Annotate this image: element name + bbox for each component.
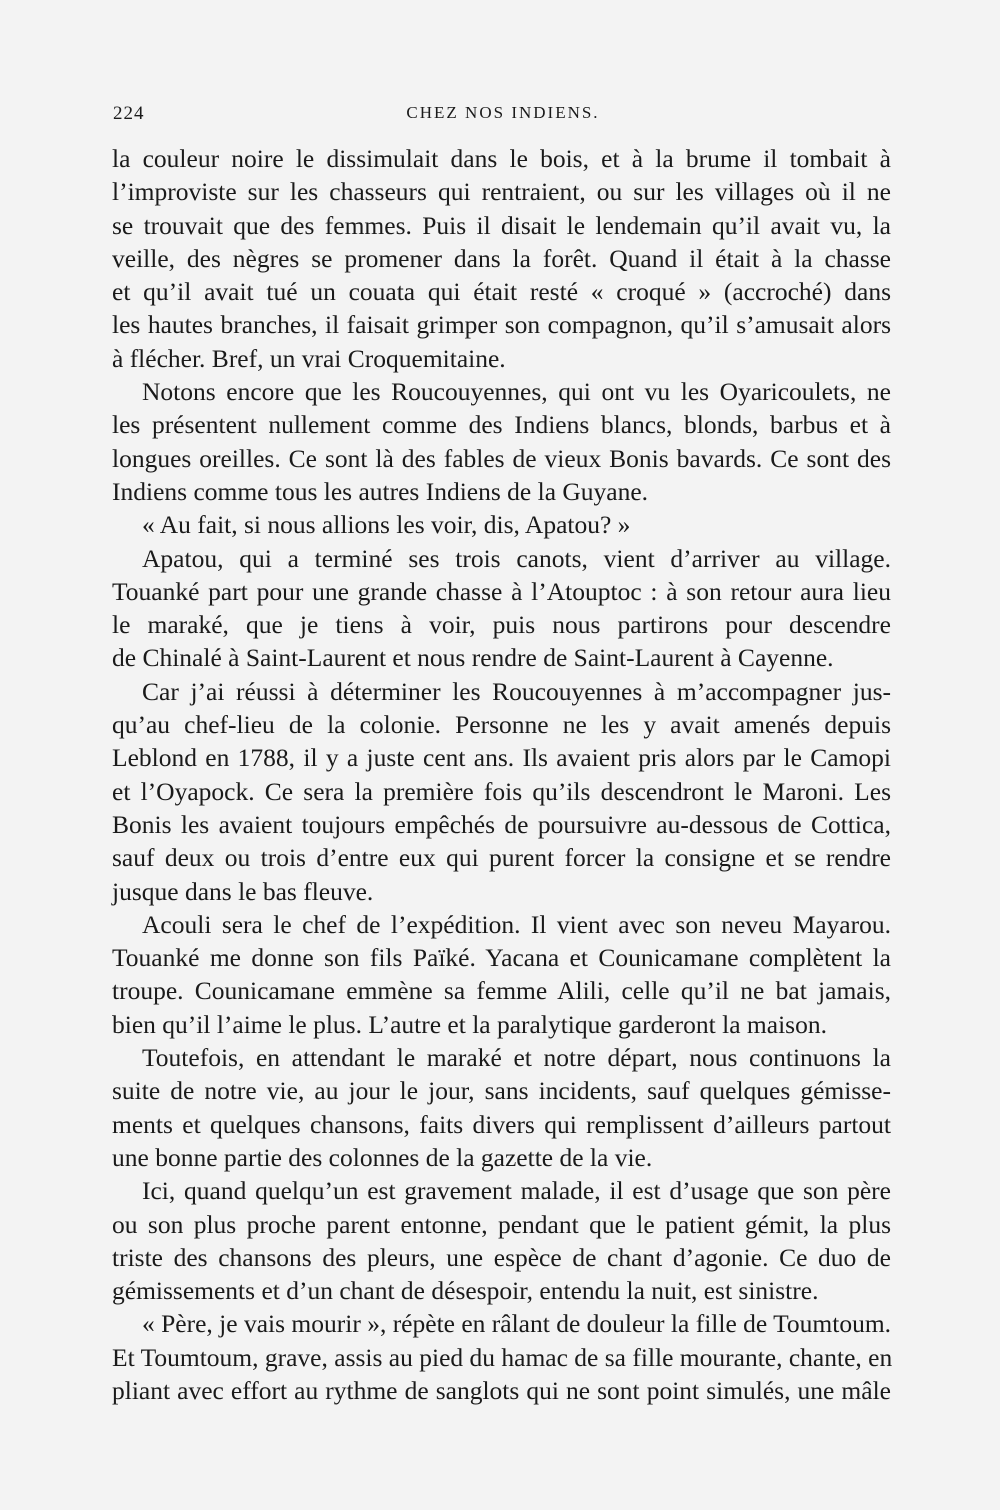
text-line: et qu’il avait tué un couata qui était resté « croqué » (accroché) dans (112, 277, 891, 307)
text-line: Touanké me donne son fils Païké. Yacana et Counicamane complètent la (112, 943, 891, 973)
text-line: Acouli sera le chef de l’expédition. Il vient avec son neveu Mayarou. (142, 909, 891, 939)
paragraph (112, 1307, 891, 1407)
text-line: Apatou, qui a terminé ses trois canots, vient d’arriver au village. (142, 543, 891, 573)
text-line: « Père, je vais mourir », répète en râlant de douleur la fille de Toumtoum. (142, 1309, 892, 1339)
text-line: gémissements et d’un chant de désespoir, entendu la nuit, est sinistre. (112, 1276, 819, 1306)
text-line: veille, des nègres se promener dans la forêt. Quand il était à la chasse (112, 243, 891, 273)
paragraph (112, 1041, 891, 1174)
text-line: Car j’ai réussi à déterminer les Roucouyennes à m’accompagner jus- (142, 676, 891, 706)
paragraph (112, 908, 891, 1041)
text-line: ments et quelques chansons, faits divers qui remplissent d’ailleurs partout (112, 1109, 891, 1139)
page-header (113, 103, 893, 133)
text-line: la couleur noire le dissimulait dans le bois, et à la brume il tombait à (112, 144, 891, 173)
text-line: Touanké part pour une grande chasse à l’Atouptoc : à son retour aura lieu (112, 576, 891, 606)
text-line: et l’Oyapock. Ce sera la première fois qu’ils descendront le Maroni. Les (112, 776, 891, 806)
paragraph (112, 542, 891, 675)
text-line: triste des chansons des pleurs, une espèce de chant d’agonie. Ce duo de (112, 1242, 891, 1272)
text-line: « Au fait, si nous allions les voir, dis, Apatou? » (142, 510, 631, 540)
text-line: Indiens comme tous les autres Indiens de la Guyane. (112, 476, 649, 506)
text-line: suite de notre vie, au jour le jour, sans incidents, sauf quelques gémisse- (112, 1076, 891, 1106)
text-line: le maraké, que je tiens à voir, puis nous partirons pour descendre (112, 610, 891, 640)
text-line: Leblond en 1788, il y a juste cent ans. Ils avaient pris alors par le Camopi (112, 743, 891, 773)
text-line: à flécher. Bref, un vrai Croquemitaine. (112, 343, 506, 373)
text-line: troupe. Counicamane emmène sa femme Alili, celle qu’il ne bat jamais, (112, 976, 891, 1006)
text-line: Ici, quand quelqu’un est gravement malade, il est d’usage que son père (142, 1176, 891, 1206)
paragraph (112, 375, 891, 508)
running-title: CHEZ NOS INDIENS. (406, 103, 600, 122)
text-line: qu’au chef-lieu de la colonie. Personne ne les y avait amenés depuis (112, 710, 891, 740)
text-line: Toutefois, en attendant le maraké et notre départ, nous continuons la (142, 1043, 891, 1073)
text-line: Notons encore que les Roucouyennes, qui ont vu les Oyaricoulets, ne (142, 377, 891, 407)
paragraph (112, 508, 891, 541)
paragraph (112, 675, 891, 908)
text-line: sauf deux ou trois d’entre eux qui purent forcer la consigne et se rendre (112, 843, 891, 873)
text-line: pliant avec effort au rythme de sanglots qui ne sont point simulés, une mâle (112, 1375, 891, 1405)
body-text (112, 142, 891, 1407)
text-line: longues oreilles. Ce sont là des fables de vieux Bonis bavards. Ce sont des (112, 443, 891, 473)
text-line: ou son plus proche parent entonne, pendant que le patient gémit, la plus (112, 1209, 891, 1239)
paragraph (112, 142, 891, 375)
text-line: Bonis les avaient toujours empêchés de poursuivre au-dessous de Cottica, (112, 809, 891, 839)
text-line: les hautes branches, il faisait grimper son compagnon, qu’il s’amusait alors (112, 310, 891, 340)
page-number: 224 (113, 103, 145, 124)
text-line: Et Toumtoum, grave, assis au pied du hamac de sa fille mourante, chante, en (112, 1342, 893, 1372)
text-line: une bonne partie des colonnes de la gazette de la vie. (112, 1142, 653, 1172)
text-line: se trouvait que des femmes. Puis il disait le lendemain qu’il avait vu, la (112, 210, 891, 240)
text-line: jusque dans le bas fleuve. (112, 876, 374, 906)
paragraph (112, 1174, 891, 1307)
text-line: l’improviste sur les chasseurs qui rentraient, ou sur les villages où il ne (112, 177, 891, 207)
text-line: bien qu’il l’aime le plus. L’autre et la paralytique garderont la maison. (112, 1009, 827, 1039)
text-line: les présentent nullement comme des Indiens blancs, blonds, barbus et à (112, 410, 891, 440)
text-line: de Chinalé à Saint-Laurent et nous rendre de Saint-Laurent à Cayenne. (112, 643, 834, 673)
